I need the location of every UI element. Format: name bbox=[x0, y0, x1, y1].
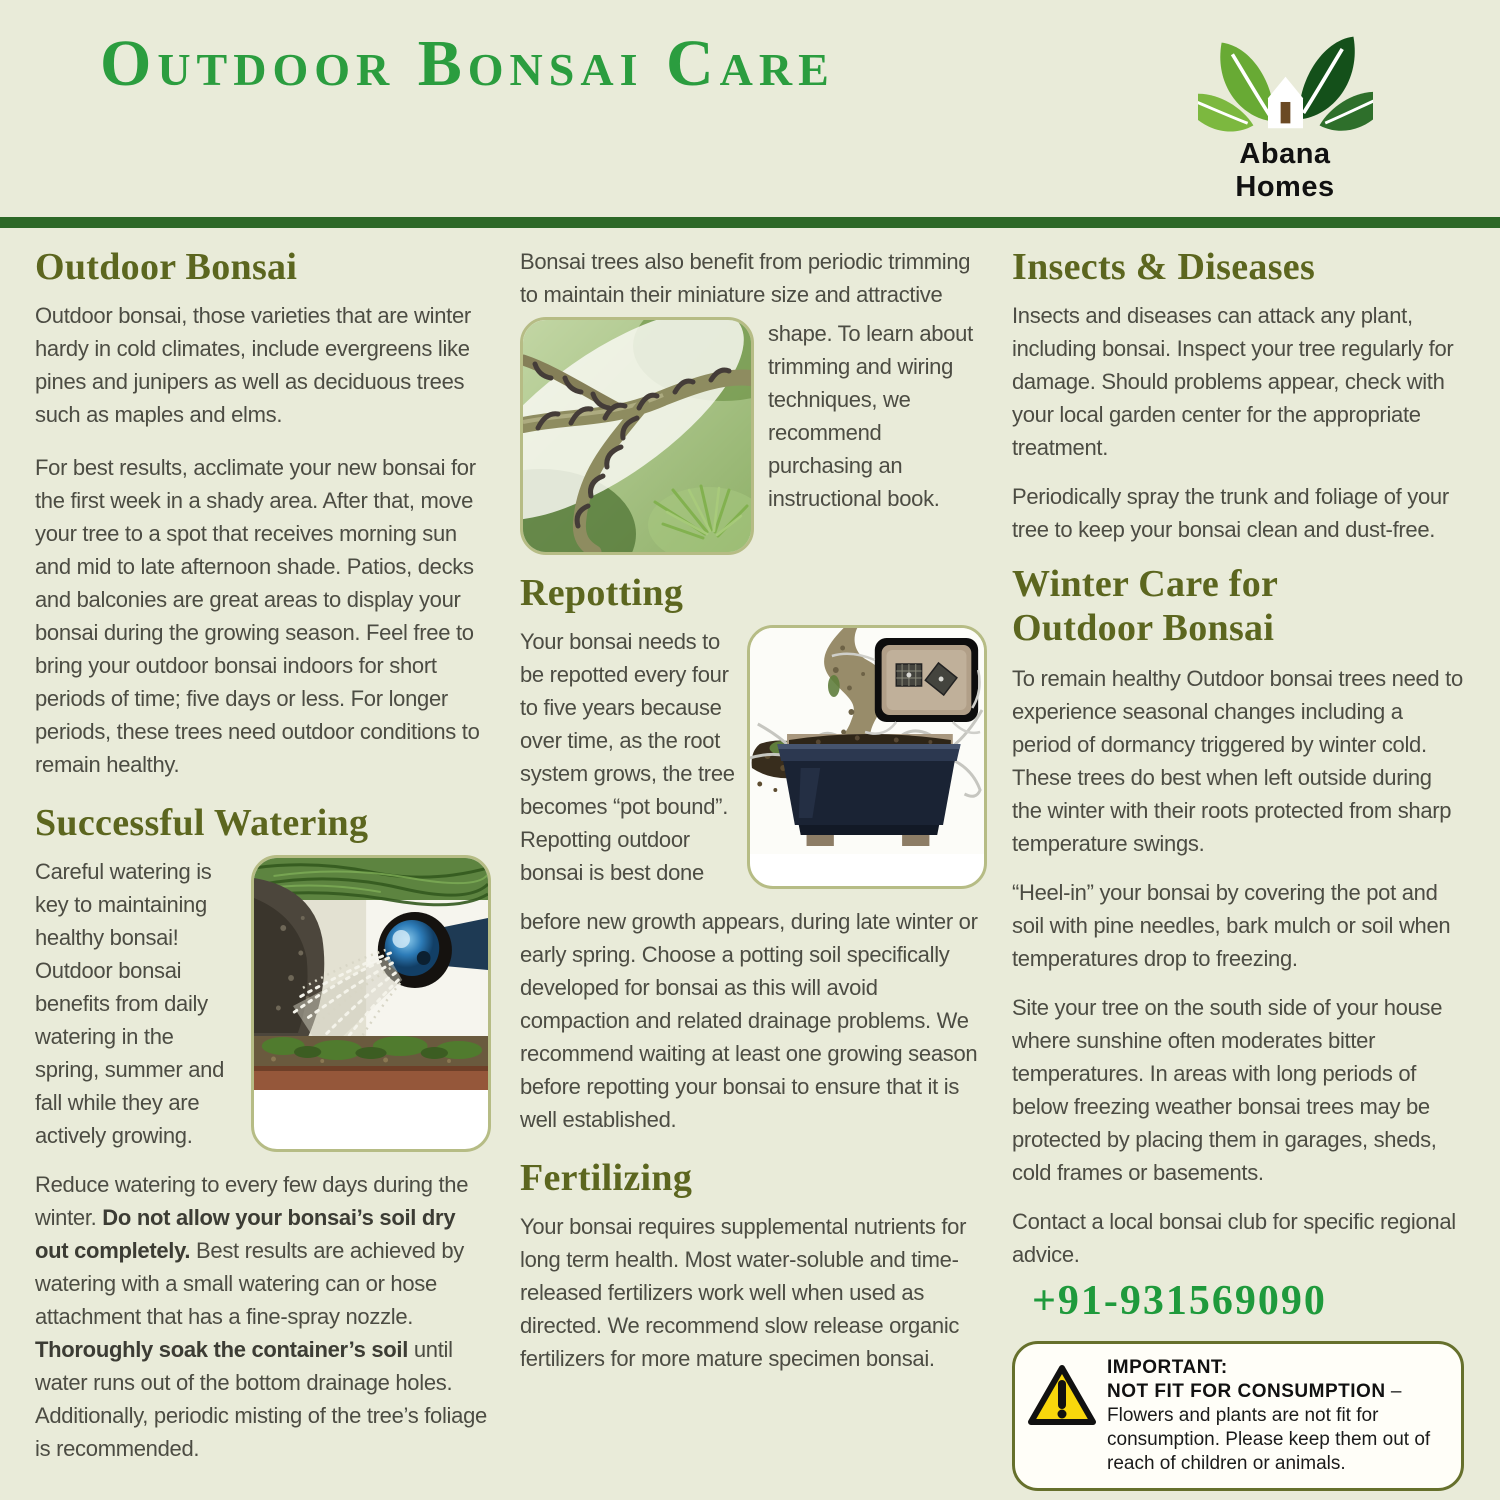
column-trimming-repotting bbox=[520, 245, 990, 1395]
brand-logo bbox=[1190, 28, 1380, 204]
wired-branches-photo bbox=[523, 320, 751, 552]
winter-paragraph-2: “Heel-in” your bonsai by covering the pot and soil with pine needles, bark mulch or soil when temperatures drop to freezing. bbox=[1012, 880, 1451, 971]
section-heading-insects-diseases: Insects & Diseases bbox=[1012, 246, 1316, 288]
column-insects-winter bbox=[1012, 245, 1464, 1491]
warning-title: IMPORTANT: bbox=[1107, 1357, 1228, 1378]
phone-number: +91-931569090 bbox=[1032, 1278, 1327, 1324]
outdoor-paragraph-1: Outdoor bonsai, those varieties that are winter hardy in cold climates, include evergreens like pines and junipers as well as deciduous trees such as maples and elms. bbox=[35, 303, 471, 427]
abana-homes-logo-icon bbox=[1198, 28, 1373, 140]
warning-text bbox=[1107, 1356, 1447, 1476]
warning-triangle-icon bbox=[1027, 1364, 1097, 1428]
house-icon bbox=[1268, 77, 1303, 129]
watering-photo bbox=[251, 855, 491, 1152]
divider-bar bbox=[0, 217, 1500, 228]
repotting-row bbox=[520, 625, 990, 889]
section-heading-successful-watering: Successful Watering bbox=[35, 802, 369, 844]
brand-name: Abana Homes bbox=[1235, 138, 1335, 203]
section-heading-fertilizing: Fertilizing bbox=[520, 1157, 693, 1199]
outdoor-paragraph-2: For best results, acclimate your new bonsai for the first week in a shady area. After that, move your tree to a spot that receives morning sun and mid to late afternoon shade. Patios, decks and balconies are great areas to display your bonsai during the growing season. Feel free to bring your outdoor bonsai indoors for short periods of time; five days or less. For longer periods, these trees need outdoor conditions to remain healthy. bbox=[35, 455, 480, 777]
trimming-lead-text: Bonsai trees also benefit from periodic trimming to maintain their miniature size and attractive bbox=[520, 249, 971, 307]
winter-paragraph-4: Contact a local bonsai club for specific regional advice. bbox=[1012, 1209, 1456, 1267]
section-heading-winter-care: Winter Care for Outdoor Bonsai bbox=[1012, 563, 1279, 649]
section-heading-outdoor-bonsai: Outdoor Bonsai bbox=[35, 246, 298, 288]
fertilizing-paragraph: Your bonsai requires supplemental nutrients for long term health. Most water-soluble and time-released fertilizers work well when used as directed. We recommend slow release organic fertilizers for more mature specimen bonsai. bbox=[520, 1214, 967, 1371]
wiring-photo bbox=[520, 317, 754, 555]
repotting-paragraph-continuation: before new growth appears, during late winter or early spring. Choose a potting soil specifically developed for bonsai as this will avoid compaction and related drainage problems. We recommend waiting at least one growing season before repotting your bonsai to ensure that it is well established. bbox=[520, 909, 978, 1132]
watering-row bbox=[35, 855, 491, 1152]
trimming-row bbox=[520, 317, 990, 555]
hose-nozzle-watering-photo bbox=[254, 858, 488, 1090]
warning-box bbox=[1012, 1341, 1464, 1491]
page-title: Outdoor Bonsai Care bbox=[100, 27, 835, 100]
insects-paragraph-2: Periodically spray the trunk and foliage of your tree to keep your bonsai clean and dust-free. bbox=[1012, 484, 1449, 542]
winter-paragraph-3: Site your tree on the south side of your house where sunshine often moderates bitter temperatures. In areas with long periods of below freezing weather bonsai trees may be protected by placing them in garages, sheds, cold frames or basements. bbox=[1012, 995, 1443, 1185]
trimming-wrap-text: shape. To learn about trimming and wiring techniques, we recommend purchasing an instructional book. bbox=[768, 321, 973, 511]
repotting-wrap-text: Your bonsai needs to be repotted every four to five years because over time, as the root system grows, the tree becomes “pot bound”. Repotting outdoor bonsai is best done bbox=[520, 629, 735, 885]
watering-wrap-text: Careful watering is key to maintaining healthy bonsai! Outdoor bonsai benefits from daily watering in the spring, summer and fall while they are actively growing. bbox=[35, 859, 225, 1148]
warning-body: NOT FIT FOR CONSUMPTION – Flowers and plants are not fit for consumption. Please keep them out of reach of children or animals. bbox=[1107, 1381, 1431, 1474]
watering-paragraph-continuation: Reduce watering to every few days during the winter. Do not allow your bonsai’s soil dry out completely. Best results are achieved by watering with a small watering can or hose attachment that has a fine-spray nozzle. Thoroughly soak the container’s soil until water runs out of the bottom drainage holes. Additionally, periodic misting of the tree’s foliage is recommended. bbox=[35, 1172, 487, 1461]
winter-paragraph-1: To remain healthy Outdoor bonsai trees need to experience seasonal changes including a period of dormancy triggered by winter cold. These trees do best when left outside during the winter with their roots protected from sharp temperature swings. bbox=[1012, 666, 1463, 856]
insects-paragraph-1: Insects and diseases can attack any plant, including bonsai. Inspect your tree regularly for damage. Should problems appear, check with your local garden center for the appropriate treatment. bbox=[1012, 303, 1454, 460]
repotting-photo bbox=[747, 625, 987, 889]
section-heading-repotting: Repotting bbox=[520, 572, 684, 614]
bonsai-pot-photo bbox=[750, 628, 984, 854]
column-outdoor-watering bbox=[35, 245, 491, 1485]
